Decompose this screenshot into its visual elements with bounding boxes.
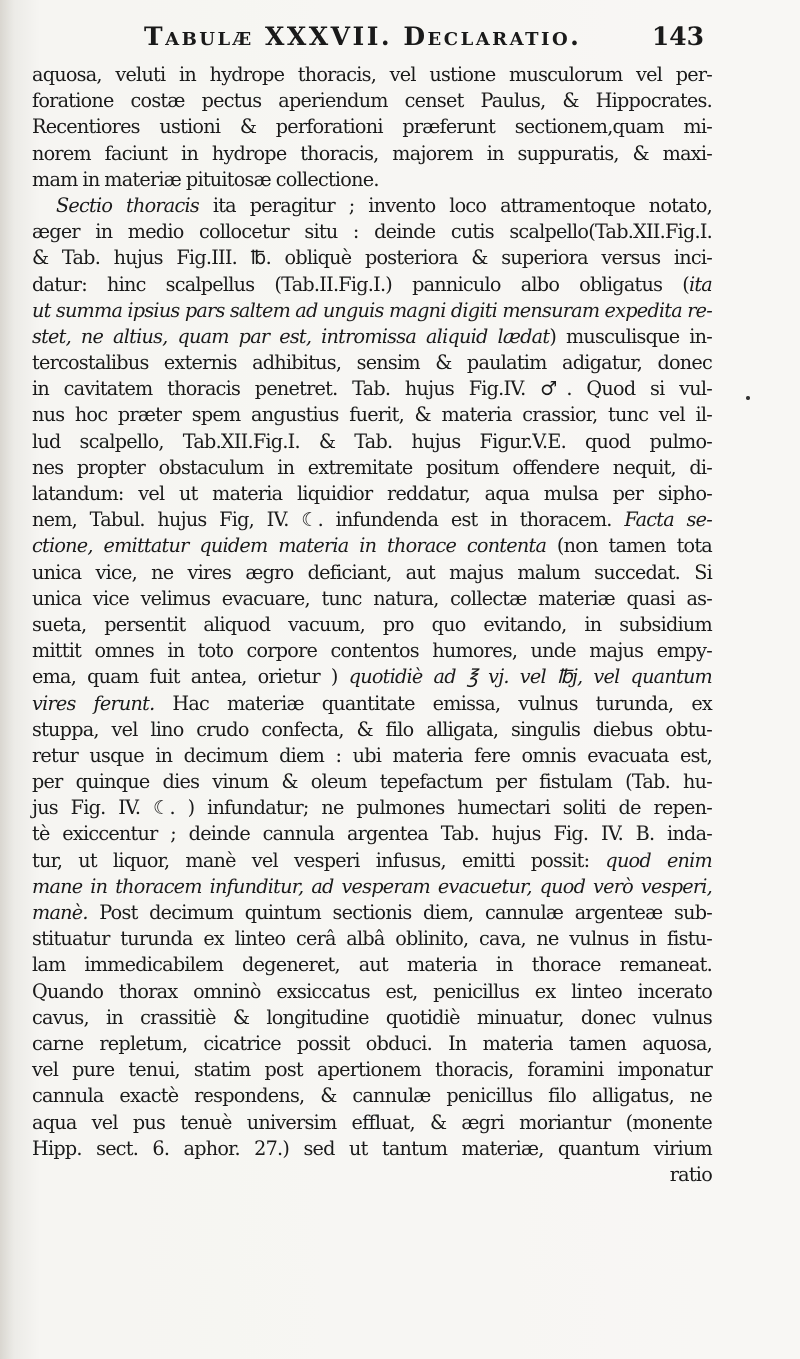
italic-text: stet, ne altius, quam par est, intromissa aliquid lædat xyxy=(32,324,550,348)
text-segment: nes propter obstaculum in extremitate positum offendere nequit, di- xyxy=(32,455,712,479)
text-line xyxy=(32,62,712,88)
catchword: ratio xyxy=(669,1162,712,1186)
text-line xyxy=(32,1110,712,1136)
text-line xyxy=(32,979,712,1005)
text-segment: aquosa, veluti in hydrope thoracis, vel ustione musculorum vel per- xyxy=(32,63,712,86)
text-segment: lud scalpello, Tab.XII.Fig.I. & Tab. hujus Figur.V.E. quod pulmo- xyxy=(32,429,712,453)
text-segment: cavus, in crassitiè & longitudine quotidiè minuatur, donec vulnus xyxy=(32,1005,712,1029)
text-segment: norem faciunt in hydrope thoracis, majorem in suppuratis, & maxi- xyxy=(32,141,712,165)
text-line xyxy=(32,769,712,795)
body-text xyxy=(32,62,712,1188)
italic-text: mane in thoracem infunditur, ad vesperam evacuetur, quod verò vesperi, xyxy=(32,874,712,898)
text-segment: per quinque dies vinum & oleum tepefactum per fistulam (Tab. hu- xyxy=(32,770,712,794)
text-line xyxy=(32,402,712,428)
text-line xyxy=(32,874,712,900)
text-segment: unica vice, ne vires ægro deficiant, aut majus malum succedat. Si xyxy=(32,560,712,584)
text-segment: Hipp. sect. 6. aphor. 27.) sed ut tantum materiæ, quantum virium xyxy=(32,1136,712,1160)
text-line xyxy=(32,1136,712,1162)
text-line xyxy=(32,193,712,219)
text-line xyxy=(32,350,712,376)
text-line xyxy=(32,88,712,114)
italic-text: quod enim xyxy=(605,848,712,872)
text-line xyxy=(32,533,712,559)
margin-mark xyxy=(746,396,750,400)
text-segment: Recentiores ustioni & perforationi præferunt sectionem,quam mi- xyxy=(32,115,712,139)
text-line xyxy=(32,114,712,140)
text-segment: stituatur turunda ex linteo cerâ albâ oblinito, cava, ne vulnus in fistu- xyxy=(32,927,712,951)
text-segment: ema, quam fuit antea, orietur ) xyxy=(32,665,349,689)
page-number: 143 xyxy=(651,22,704,51)
text-line xyxy=(32,612,712,638)
text-line xyxy=(32,507,712,533)
text-segment: retur usque in decimum diem : ubi materia fere omnis evacuata est, xyxy=(32,743,712,767)
text-line xyxy=(32,743,712,769)
text-segment: in cavitatem thoracis penetret. Tab. hujus Fig.IV. ♂. Quod si vul- xyxy=(32,377,712,401)
text-segment: tercostalibus externis adhibitus, sensim & paulatim adigatur, donec xyxy=(32,351,712,375)
italic-text: ut summa ipsius pars saltem ad unguis magni digiti mensuram expedita re- xyxy=(32,298,712,322)
text-segment: carne repletum, cicatrice possit obduci. In materia tamen aquosa, xyxy=(32,1031,712,1055)
text-line xyxy=(32,429,712,455)
text-segment: vel pure tenui, statim post apertionem thoracis, foramini imponatur xyxy=(32,1058,712,1082)
text-line xyxy=(32,717,712,743)
text-line xyxy=(32,272,712,298)
text-line xyxy=(32,664,712,690)
text-segment: Quando thorax omninò exsiccatus est, penicillus ex linteo incerato xyxy=(32,979,712,1003)
text-segment: Hac materiæ quantitate emissa, vulnus turunda, ex xyxy=(154,691,712,715)
text-segment: mam in materiæ pituitosæ collectione. xyxy=(32,167,379,191)
text-segment: æger in medio collocetur situ : deinde cutis scalpello(Tab.XII.Fig.I. xyxy=(32,220,712,244)
text-line xyxy=(32,245,712,271)
italic-text: manè. xyxy=(32,901,88,924)
text-segment: sueta, persentit aliquod vacuum, pro quo evitando, in subsidium xyxy=(32,612,712,636)
text-segment: cannula exactè respondens, & cannulæ penicillus filo alligatus, ne xyxy=(32,1084,712,1108)
text-segment: foratione costæ pectus aperiendum censet Paulus, & Hippocrates. xyxy=(32,89,712,113)
text-line xyxy=(32,167,712,193)
text-segment: & Tab. hujus Fig.III. ℔. obliquè posteriora & superiora versus inci- xyxy=(32,246,712,270)
text-segment: ) musculisque in- xyxy=(549,324,713,348)
text-line xyxy=(32,952,712,978)
running-title: Tabulæ XXXVII. Declaratio. xyxy=(144,22,582,51)
italic-text: Sectio thoracis xyxy=(56,193,199,217)
text-segment: unica vice velimus evacuare, tunc natura, collectæ materiæ quasi as- xyxy=(32,586,712,610)
text-line xyxy=(32,1057,712,1083)
text-line xyxy=(32,1083,712,1109)
text-line xyxy=(32,1031,712,1057)
text-segment: ita peragitur ; invento loco attramentoque notato, xyxy=(198,193,712,217)
italic-text: quotidiè ad ℥ vj. vel ℔j, vel quantum xyxy=(348,665,712,689)
text-segment: (non tamen tota xyxy=(546,534,712,558)
text-line xyxy=(32,141,712,167)
text-line xyxy=(32,848,712,874)
italic-text: ita xyxy=(688,272,712,296)
text-line xyxy=(32,900,712,926)
text-segment: nem, Tabul. hujus Fig, IV. ☾. infundenda est in thoracem. xyxy=(32,508,625,532)
text-line xyxy=(32,560,712,586)
text-segment: mittit omnes in toto corpore contentos humores, unde majus empy- xyxy=(32,639,712,663)
text-segment: stuppa, vel lino crudo confecta, & filo alligata, singulis diebus obtu- xyxy=(32,717,712,741)
text-line xyxy=(32,691,712,717)
text-line xyxy=(32,324,712,350)
text-segment: datur: hinc scalpellus (Tab.II.Fig.I.) panniculo albo obligatus ( xyxy=(32,272,689,296)
italic-text: Facta se- xyxy=(624,508,712,532)
text-line xyxy=(32,795,712,821)
text-segment: latandum: vel ut materia liquidior reddatur, aqua mulsa per sipho- xyxy=(32,482,712,505)
text-segment: lam immedicabilem degeneret, aut materia in thorace remaneat. xyxy=(32,953,712,977)
text-segment: nus hoc præter spem angustius fuerit, & materia crassior, tunc vel il- xyxy=(32,403,712,427)
text-line xyxy=(32,1005,712,1031)
text-line xyxy=(32,376,712,402)
italic-text: ctione, emittatur quidem materia in thorace contenta xyxy=(32,534,547,558)
text-segment: tè exiccentur ; deinde cannula argentea Tab. hujus Fig. IV. B. inda- xyxy=(32,822,712,846)
text-line xyxy=(32,455,712,481)
text-segment: tur, ut liquor, manè vel vesperi infusus, emitti possit: xyxy=(32,848,606,872)
text-line xyxy=(32,298,712,324)
text-segment: jus Fig. IV. ☾. ) infundatur; ne pulmones humectari soliti de repen- xyxy=(32,796,712,820)
text-segment: aqua vel pus tenuè universim effluat, & ægri moriantur (monente xyxy=(32,1110,712,1134)
text-line xyxy=(32,638,712,664)
text-line xyxy=(32,481,712,507)
text-line xyxy=(32,586,712,612)
text-line xyxy=(32,926,712,952)
text-line xyxy=(32,219,712,245)
running-head xyxy=(100,22,704,58)
italic-text: vires ferunt. xyxy=(32,691,155,715)
text-segment: Post decimum quintum sectionis diem, cannulæ argenteæ sub- xyxy=(87,901,712,924)
text-line xyxy=(32,821,712,847)
